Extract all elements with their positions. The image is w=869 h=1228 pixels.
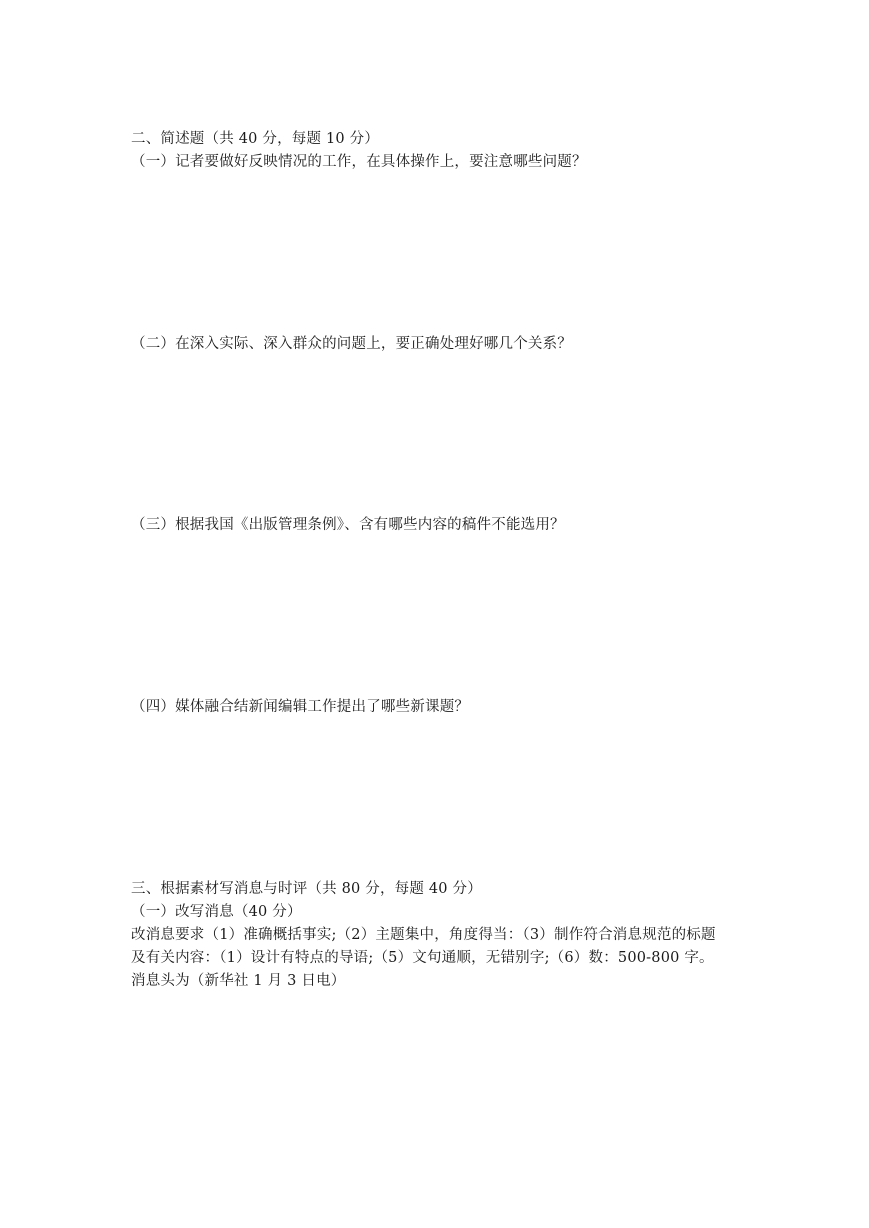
requirements-line-1: 改消息要求（1）准确概括事实;（2）主题集中，角度得当：（3）制作符合消息规范的标题: [131, 927, 716, 943]
question-4: （四）媒体融合结新闻编辑工作提出了哪些新课题？: [131, 699, 470, 715]
question-1: （一）记者要做好反映情况的工作，在具体操作上，要注意哪些问题？: [131, 154, 587, 170]
question-2: （二）在深入实际、深入群众的问题上，要正确处理好哪几个关系？: [131, 336, 572, 352]
section-2-heading: 二、简述题（共 40 分，每题 10 分）: [131, 131, 380, 147]
requirements-line-2: 及有关内容：（1）设计有特点的导语;（5）文句通顺，无错别字;（6）数：500-800 字。: [131, 950, 714, 966]
question-3: （三）根据我国《出版管理条例》、含有哪些内容的稿件不能选用？: [131, 517, 565, 533]
section-3-heading: 三、根据素材写消息与时评（共 80 分，每题 40 分）: [131, 881, 482, 897]
section-3-sub-heading: （一）改写消息（40 分）: [131, 904, 302, 920]
requirements-line-3: 消息头为（新华社 1 月 3 日电）: [131, 973, 346, 989]
